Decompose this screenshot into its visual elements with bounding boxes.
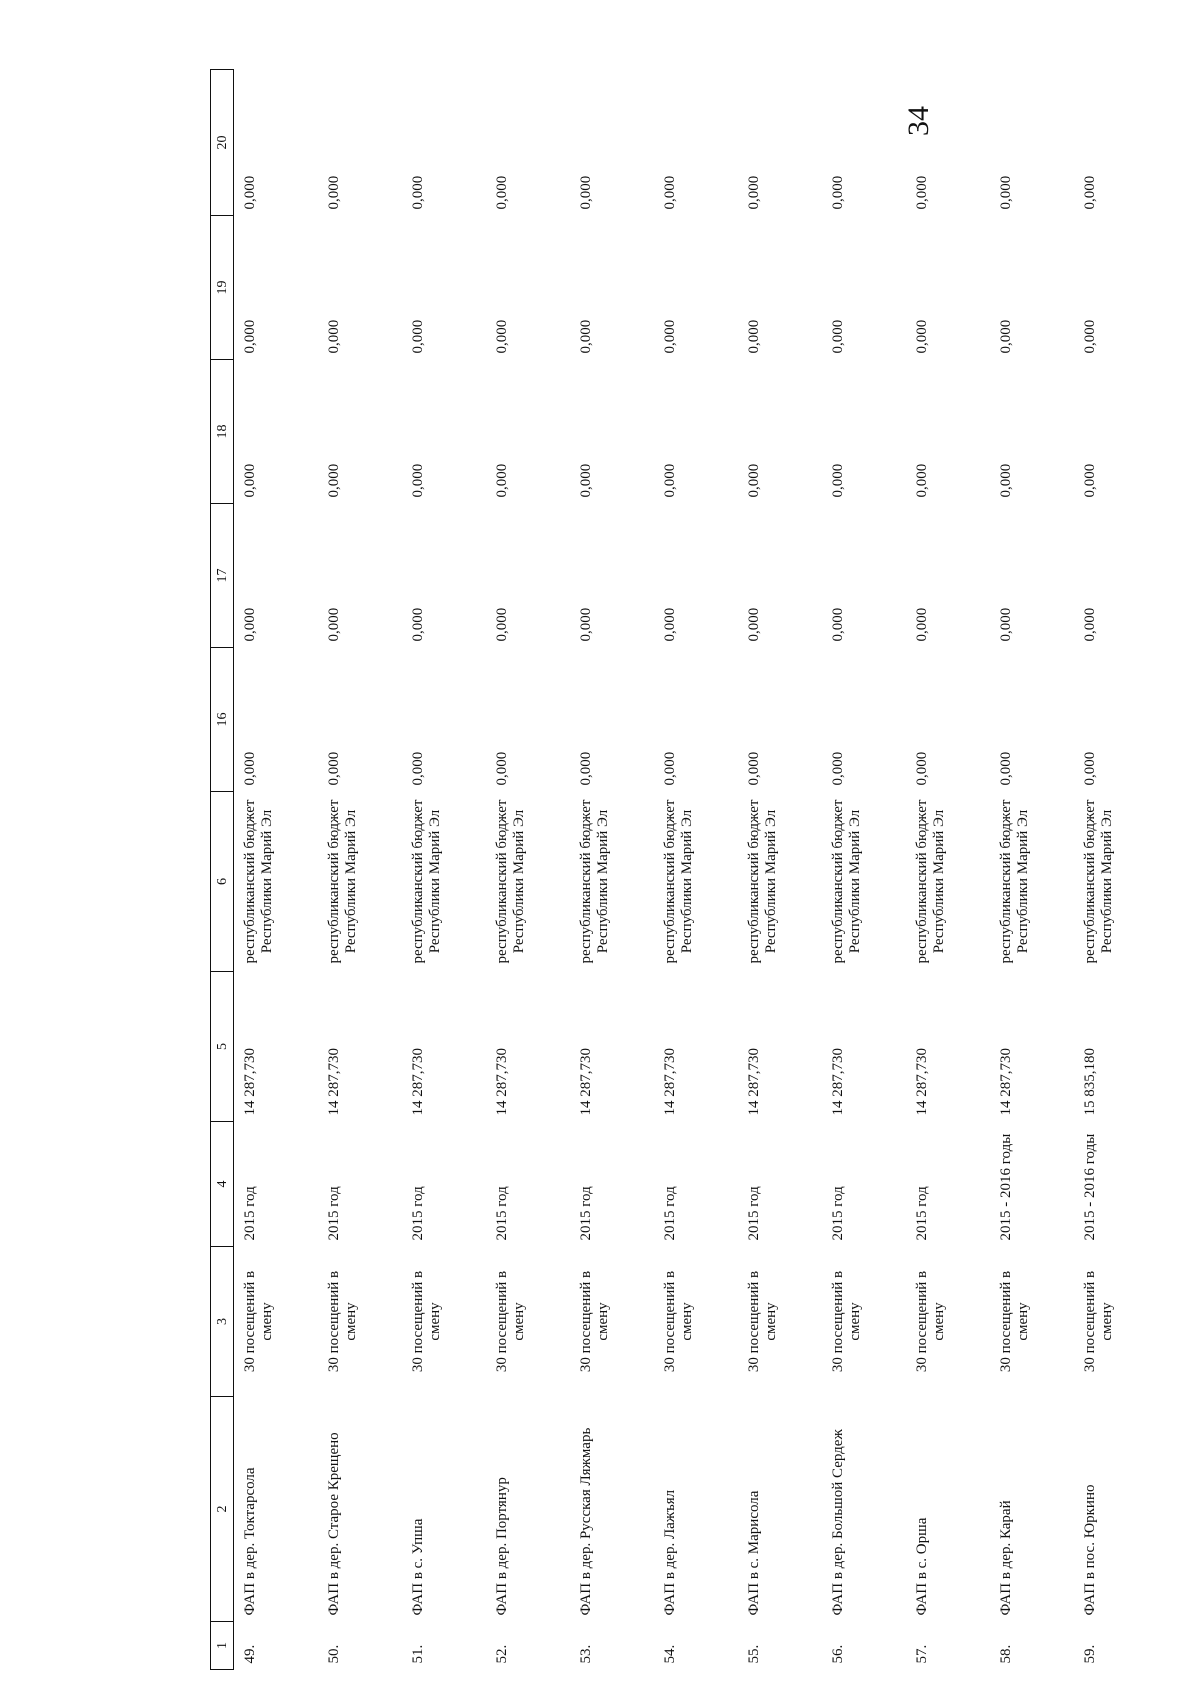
value-col-17: 0,000: [242, 607, 258, 642]
value-col-17: 0,000: [410, 607, 426, 642]
funding-source-cell: республиканский бюджет Республики Марий Эл: [914, 799, 947, 964]
value-col-16: 0,000: [662, 751, 678, 786]
table-row: [990, 70, 1074, 1670]
table-row: [402, 70, 486, 1670]
funding-source-cell: республиканский бюджет Республики Марий Эл: [998, 799, 1031, 964]
cost-cell: 14 287,730: [494, 1048, 510, 1116]
column-header: 4: [211, 1122, 234, 1247]
value-col-17: 0,000: [830, 607, 846, 642]
value-col-20: 0,000: [326, 175, 342, 210]
facility-name: ФАП в дер. Русская Ляжмарь: [578, 1427, 594, 1616]
column-header: 1: [211, 1622, 234, 1670]
value-col-17: 0,000: [1082, 607, 1098, 642]
facility-name: ФАП в с. Упша: [410, 1518, 426, 1616]
period-cell: 2015 год: [662, 1186, 678, 1241]
value-col-19: 0,000: [494, 319, 510, 354]
value-col-17: 0,000: [494, 607, 510, 642]
row-number: 49.: [242, 1644, 258, 1664]
facility-name: ФАП в дер. Карай: [998, 1500, 1014, 1616]
rotated-page-content: [210, 70, 1115, 1670]
cost-cell: 14 287,730: [578, 1048, 594, 1116]
funding-source-cell: республиканский бюджет Республики Марий Эл: [494, 799, 527, 964]
capacity-cell: 30 посещений в смену: [326, 1270, 359, 1373]
value-col-16: 0,000: [242, 751, 258, 786]
capacity-cell: 30 посещений в смену: [242, 1270, 275, 1373]
value-col-16: 0,000: [410, 751, 426, 786]
facility-name: ФАП в дер. Портянур: [494, 1477, 510, 1616]
value-col-18: 0,000: [746, 463, 762, 498]
capacity-cell: 30 посещений в смену: [830, 1270, 863, 1373]
row-number: 57.: [914, 1644, 930, 1664]
cost-cell: 15 835,180: [1082, 1048, 1098, 1116]
funding-source-cell: республиканский бюджет Республики Марий Эл: [578, 799, 611, 964]
period-cell: 2015 год: [410, 1186, 426, 1241]
value-col-16: 0,000: [998, 751, 1014, 786]
period-cell: 2015 - 2016 годы: [998, 1133, 1014, 1241]
funding-source-cell: республиканский бюджет Республики Марий Эл: [410, 799, 443, 964]
value-col-18: 0,000: [914, 463, 930, 498]
funding-source-cell: республиканский бюджет Республики Марий Эл: [1082, 799, 1115, 964]
value-col-19: 0,000: [326, 319, 342, 354]
value-col-20: 0,000: [494, 175, 510, 210]
cost-cell: 14 287,730: [410, 1048, 426, 1116]
value-col-18: 0,000: [242, 463, 258, 498]
facility-name: ФАП в дер. Старое Крещено: [326, 1432, 342, 1616]
funding-source-cell: республиканский бюджет Республики Марий Эл: [326, 799, 359, 964]
period-cell: 2015 год: [494, 1186, 510, 1241]
row-number: 56.: [830, 1644, 846, 1664]
table-row: [234, 70, 319, 1670]
value-col-19: 0,000: [242, 319, 258, 354]
value-col-18: 0,000: [578, 463, 594, 498]
capacity-cell: 30 посещений в смену: [914, 1270, 947, 1373]
value-col-20: 0,000: [1082, 175, 1098, 210]
period-cell: 2015 год: [746, 1186, 762, 1241]
table-row: [738, 70, 822, 1670]
facility-name: ФАП в дер. Токтарсола: [242, 1467, 258, 1616]
cost-cell: 14 287,730: [914, 1048, 930, 1116]
value-col-19: 0,000: [410, 319, 426, 354]
value-col-16: 0,000: [578, 751, 594, 786]
value-col-18: 0,000: [998, 463, 1014, 498]
capacity-cell: 30 посещений в смену: [662, 1270, 695, 1373]
page-number: 34: [902, 106, 935, 136]
value-col-20: 0,000: [746, 175, 762, 210]
value-col-16: 0,000: [830, 751, 846, 786]
row-number: 54.: [662, 1644, 678, 1664]
value-col-20: 0,000: [578, 175, 594, 210]
value-col-19: 0,000: [914, 319, 930, 354]
column-header: 3: [211, 1247, 234, 1397]
column-header: 5: [211, 972, 234, 1122]
capacity-cell: 30 посещений в смену: [746, 1270, 779, 1373]
cost-cell: 14 287,730: [746, 1048, 762, 1116]
funding-source-cell: республиканский бюджет Республики Марий Эл: [662, 799, 695, 964]
value-col-20: 0,000: [662, 175, 678, 210]
value-col-19: 0,000: [578, 319, 594, 354]
table-row: [822, 70, 906, 1670]
row-number: 50.: [326, 1644, 342, 1664]
row-number: 55.: [746, 1644, 762, 1664]
facility-name: ФАП в пос. Юркино: [1082, 1484, 1098, 1616]
cost-cell: 14 287,730: [830, 1048, 846, 1116]
capacity-cell: 30 посещений в смену: [578, 1270, 611, 1373]
value-col-17: 0,000: [914, 607, 930, 642]
table-row: [906, 70, 990, 1670]
value-col-17: 0,000: [746, 607, 762, 642]
table-row: [318, 70, 402, 1670]
value-col-18: 0,000: [494, 463, 510, 498]
value-col-16: 0,000: [494, 751, 510, 786]
period-cell: 2015 год: [578, 1186, 594, 1241]
value-col-18: 0,000: [1082, 463, 1098, 498]
column-header: 20: [211, 70, 234, 216]
funding-source-cell: республиканский бюджет Республики Марий Эл: [242, 799, 275, 964]
column-header: 2: [211, 1397, 234, 1622]
period-cell: 2015 год: [830, 1186, 846, 1241]
capacity-cell: 30 посещений в смену: [998, 1270, 1031, 1373]
value-col-20: 0,000: [914, 175, 930, 210]
value-col-17: 0,000: [326, 607, 342, 642]
row-number: 51.: [410, 1644, 426, 1664]
column-number-header: [211, 70, 234, 1670]
value-col-16: 0,000: [326, 751, 342, 786]
facility-name: ФАП в с. Орша: [914, 1517, 930, 1616]
period-cell: 2015 - 2016 годы: [1082, 1133, 1098, 1241]
value-col-20: 0,000: [998, 175, 1014, 210]
row-number: 58.: [998, 1644, 1014, 1664]
column-header: 16: [211, 648, 234, 792]
row-number: 59.: [1082, 1644, 1098, 1664]
value-col-20: 0,000: [242, 175, 258, 210]
cost-cell: 14 287,730: [326, 1048, 342, 1116]
column-header: 17: [211, 504, 234, 648]
value-col-19: 0,000: [746, 319, 762, 354]
table-row: [1074, 70, 1158, 1670]
row-number: 53.: [578, 1644, 594, 1664]
column-header: 18: [211, 360, 234, 504]
capacity-cell: 30 посещений в смену: [410, 1270, 443, 1373]
facilities-table: [210, 69, 1158, 1670]
value-col-18: 0,000: [662, 463, 678, 498]
cost-cell: 14 287,730: [242, 1048, 258, 1116]
period-cell: 2015 год: [914, 1186, 930, 1241]
value-col-17: 0,000: [578, 607, 594, 642]
period-cell: 2015 год: [242, 1186, 258, 1241]
value-col-17: 0,000: [662, 607, 678, 642]
capacity-cell: 30 посещений в смену: [1082, 1270, 1115, 1373]
value-col-20: 0,000: [410, 175, 426, 210]
cost-cell: 14 287,730: [662, 1048, 678, 1116]
facility-name: ФАП в дер. Лажъял: [662, 1489, 678, 1616]
value-col-18: 0,000: [410, 463, 426, 498]
funding-source-cell: республиканский бюджет Республики Марий Эл: [746, 799, 779, 964]
value-col-19: 0,000: [830, 319, 846, 354]
table-row: [486, 70, 570, 1670]
value-col-16: 0,000: [746, 751, 762, 786]
facility-name: ФАП в с. Марисола: [746, 1490, 762, 1616]
column-header: 6: [211, 792, 234, 972]
period-cell: 2015 год: [326, 1186, 342, 1241]
value-col-16: 0,000: [914, 751, 930, 786]
capacity-cell: 30 посещений в смену: [494, 1270, 527, 1373]
value-col-16: 0,000: [1082, 751, 1098, 786]
table-row: [570, 70, 654, 1670]
value-col-19: 0,000: [662, 319, 678, 354]
value-col-19: 0,000: [1082, 319, 1098, 354]
funding-source-cell: республиканский бюджет Республики Марий Эл: [830, 799, 863, 964]
value-col-18: 0,000: [830, 463, 846, 498]
column-header: 19: [211, 216, 234, 360]
facility-name: ФАП в дер. Большой Сердеж: [830, 1429, 846, 1616]
value-col-17: 0,000: [998, 607, 1014, 642]
table-row: [654, 70, 738, 1670]
row-number: 52.: [494, 1644, 510, 1664]
value-col-18: 0,000: [326, 463, 342, 498]
value-col-19: 0,000: [998, 319, 1014, 354]
value-col-20: 0,000: [830, 175, 846, 210]
cost-cell: 14 287,730: [998, 1048, 1014, 1116]
